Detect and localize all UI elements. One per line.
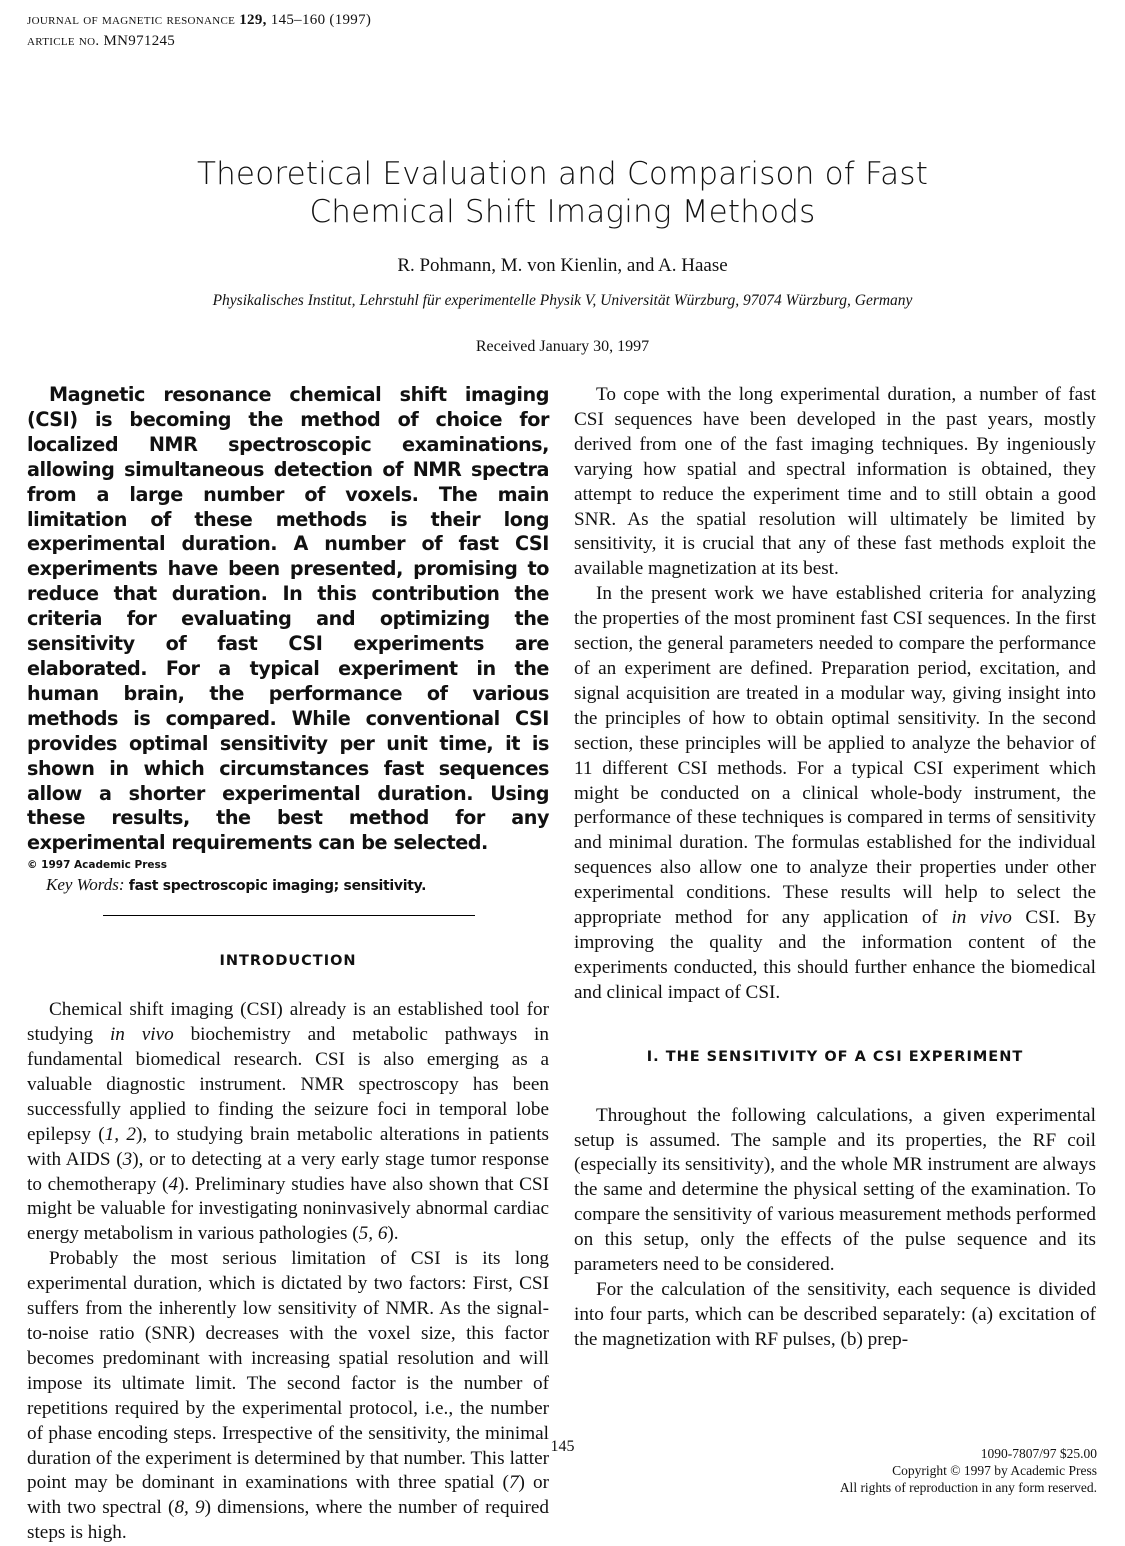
journal-volume: 129, [239, 12, 267, 28]
right-column [574, 383, 1096, 1353]
keywords-label: Key Words: [46, 875, 125, 895]
left-column [27, 383, 549, 1546]
abstract-copyright: © 1997 Academic Press [27, 859, 168, 872]
received-date: Received January 30, 1997 [475, 338, 650, 355]
title-line-2: Chemical Shift Imaging Methods [309, 194, 816, 230]
copyright-notice: Copyright © 1997 by Academic Press [892, 1463, 1097, 1478]
rights-notice: All rights of reproduction in any form reserved. [839, 1480, 1097, 1495]
right-paragraph-2: In the present work we have established criteria for analyzing the properties of the most prominent fast CSI sequences. In the first section, the general parameters needed to compare the performance of an experiment are defined. Preparation period, excitation, and signal acquisition are treated in a modular way, giving insight into the principles of how to obtain optimal sensitivity. In the second section, these principles will be applied to analyze the behavior of 11 different CSI methods. For a typical CSI experiment which might be conducted on a clinical whole-body instrument, the performance of these techniques is compared in terms of sensitivity and minimal duration. The formulas established for the individual sequences also allow one to analyze their properties under other experimental conditions. These results will help to select the appropriate method for any application of in vivo CSI. By improving the quality and the information content of the experiments conducted, this should further enhance the biomedical and clinical impact of CSI. [574, 583, 1096, 1003]
keywords-text: fast spectroscopic imaging; sensitivity. [128, 878, 427, 895]
right-paragraph-1: To cope with the long experimental duration, a number of fast CSI sequences have been developed in the past years, mostly derived from one of the fast imaging techniques. By ingeniously varying how spatial and spectral information is obtained, they attempt to reduce the experiment time and to still obtain a good SNR. As the spatial resolution will ultimately be limited by sensitivity, it is crucial that any of these fast methods exploit the available magnetization at its best. [574, 384, 1096, 580]
section-1-heading: I. THE SENSITIVITY OF A CSI EXPERIMENT [646, 1048, 1024, 1065]
journal-header [27, 10, 371, 52]
keywords [27, 874, 549, 897]
section-1-paragraph-1: Throughout the following calculations, a given experimental setup is assumed. The sample and its properties, the RF coil (especially its sensitivity), and the whole MR instrument are always the same and determine the physical setting of the examination. To compare the sensitivity of various measurement methods performed on this setup, only the effects of the pulse sequence and its parameters need to be considered. [574, 1104, 1096, 1276]
page-number: 145 [550, 1438, 575, 1455]
introduction-heading: INTRODUCTION [219, 953, 357, 970]
authors: R. Pohmann, M. von Kienlin, and A. Haase [397, 255, 728, 276]
article-number: MN971245 [103, 33, 176, 49]
journal-name: journal of magnetic resonance [27, 12, 236, 28]
abstract-divider [103, 915, 475, 916]
intro-paragraph-1: Chemical shift imaging (CSI) already is an established tool for studying in vivo biochemistry and metabolic pathways in fundamental biomedical research. CSI is also emerging as a valuable diagnostic instrument. NMR spectroscopy has been successfully applied to finding the seizure foci in temporal lobe epilepsy (1, 2), to studying brain metabolic alterations in patients with AIDS (3), or to detecting at a very early stage tumor response to chemotherapy (4). Preliminary studies have also shown that CSI might be valuable for investigating noninvasively abnormal cardiac energy metabolism in various pathologies (5, 6). [27, 999, 550, 1245]
issn-price: 1090-7807/97 $25.00 [980, 1446, 1097, 1461]
publisher-info [840, 1445, 1097, 1496]
journal-pages-year: 145–160 (1997) [270, 12, 372, 28]
abstract: Magnetic resonance chemical shift imaging (CSI) is becoming the method of choice for localized NMR spectroscopic examinations, allowing simultaneous detection of NMR spectra from a large number of voxels. The main limitation of these methods is their long experimental duration. A number of fast CSI experiments have been presented, promising to reduce that duration. In this contribution the criteria for evaluating and optimizing the sensitivity of fast CSI experiments are elaborated. For a typical experiment in the human brain, the performance of various methods is compared. While conventional CSI provides optimal sensitivity per unit time, it is shown in which circumstances fast sequences allow a shorter experimental duration. Using these results, the best method for any experimental requirements can be selected. [27, 383, 549, 855]
article-label: article no. [27, 33, 100, 49]
section-1-paragraph-2: For the calculation of the sensitivity, each sequence is divided into four parts, which can be described separately: (a) excitation of the magnetization with RF pulses, (b) prep- [574, 1279, 1096, 1350]
paper-title [0, 155, 1125, 231]
intro-paragraph-2: Probably the most serious limitation of CSI is its long experimental duration, which is dictated by two factors: First, CSI suffers from the inherently low sensitivity of NMR. As the signal-to-noise ratio (SNR) decreases with the voxel size, this factor becomes predominant with increasing spatial resolution and will impose its ultimate limit. The second factor is the number of repetitions required by the experimental protocol, i.e., the number of phase encoding steps. Irrespective of the sensitivity, the minimal duration of the experiment is determined by that number. This latter point may be dominant in examinations with three spatial (7) or with two spectral (8, 9) dimensions, where the number of required steps is high. [27, 1248, 549, 1544]
affiliation: Physikalisches Institut, Lehrstuhl für experimentelle Physik V, Universität Würzburg, 97074 Würzburg, Germany [212, 292, 913, 309]
title-line-1: Theoretical Evaluation and Comparison of Fast [196, 156, 929, 192]
